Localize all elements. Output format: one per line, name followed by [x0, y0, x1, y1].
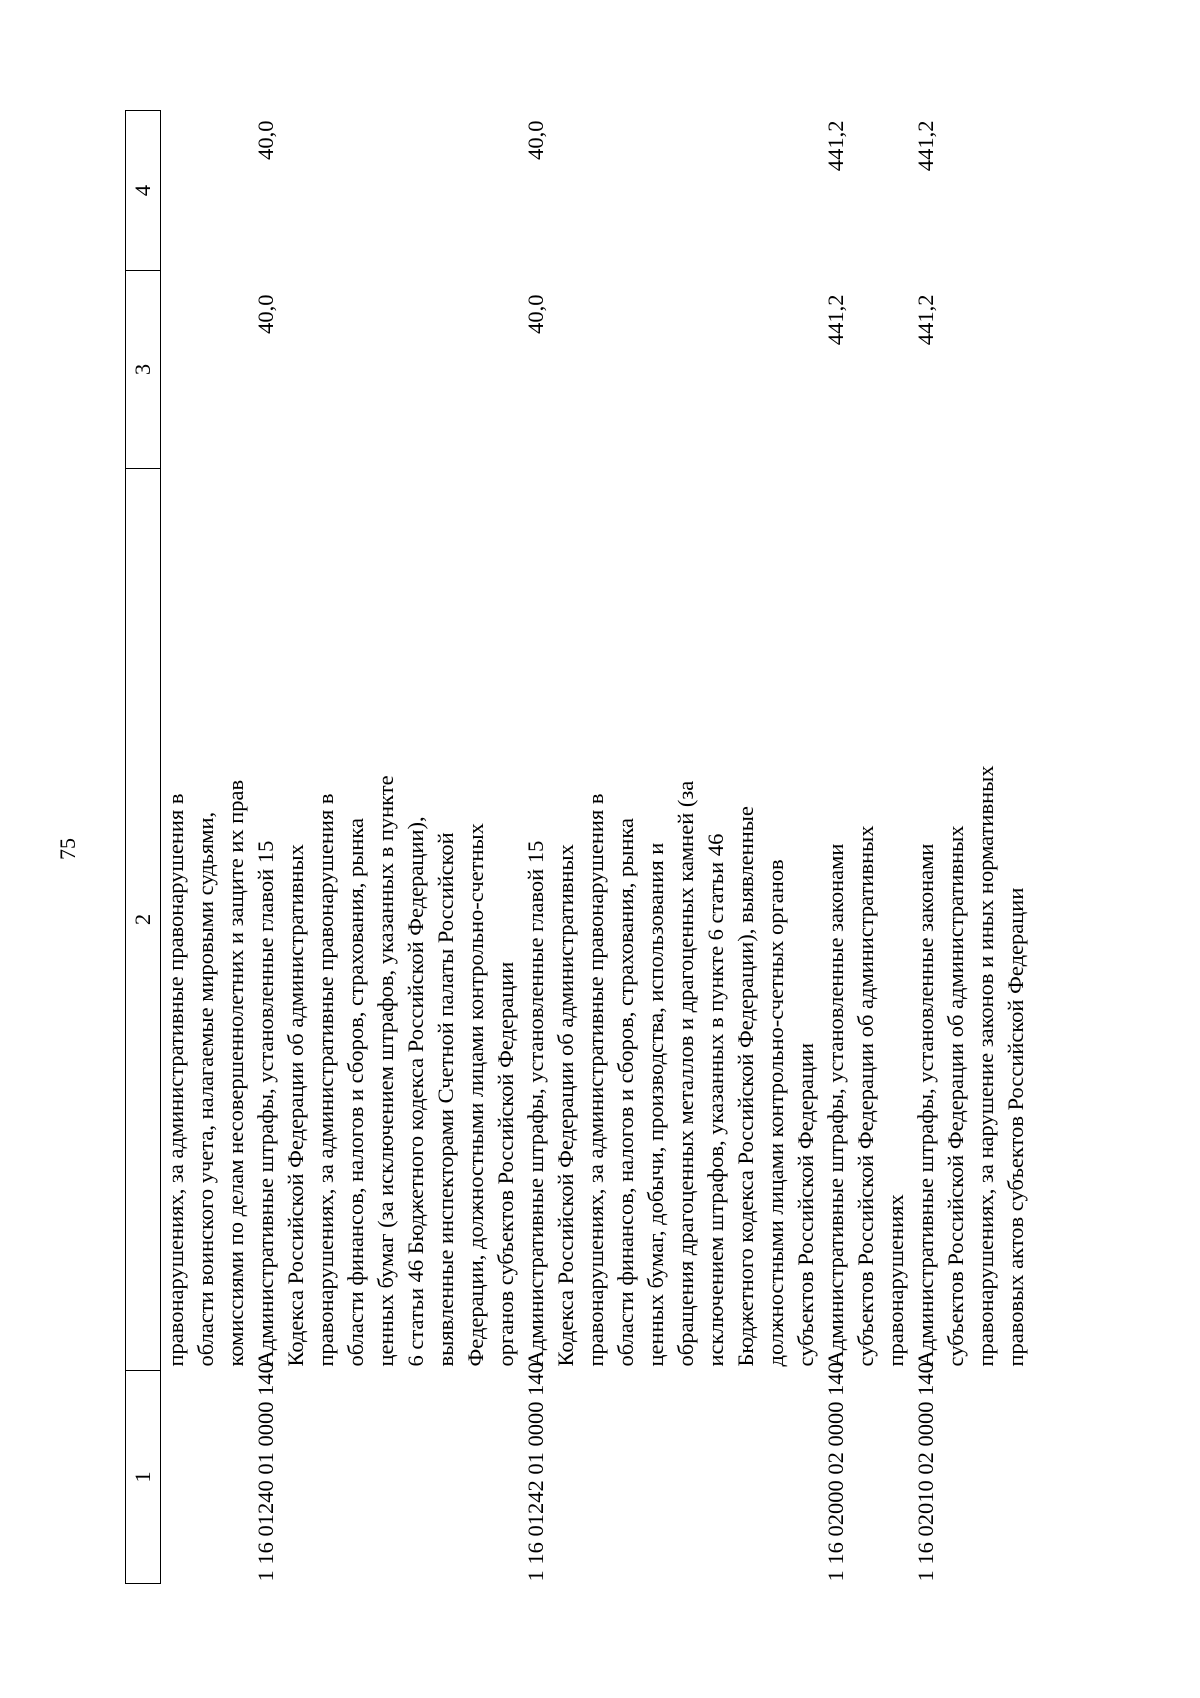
description-line: области финансов, налогов и сборов, страхования, рынка — [343, 818, 368, 1367]
description-line: 6 статьи 46 Бюджетного кодекса Российской Федерации), — [403, 816, 428, 1367]
description-line: Административные штрафы, установленные законами — [823, 843, 848, 1367]
revenue-description — [161, 469, 252, 1371]
description-line: субъектов Российской Федерации об административных — [943, 825, 968, 1367]
amount-column-3: 441,2 — [913, 294, 938, 346]
budget-classification-code: 1 16 02010 02 0000 140 — [913, 1362, 938, 1582]
table-row — [911, 111, 1031, 1584]
amount-column-3: 40,0 — [523, 294, 548, 334]
table-row — [251, 111, 521, 1584]
description-line: выявленные инспекторами Счетной палаты Российской — [433, 832, 458, 1367]
table-row — [161, 111, 252, 1584]
amount-column-4: 40,0 — [523, 120, 548, 160]
description-line: Бюджетного кодекса Российской Федерации), выявленные — [733, 806, 758, 1367]
description-line: Кодекса Российской Федерации об административных — [283, 844, 308, 1367]
description-line: Кодекса Российской Федерации об административных — [553, 844, 578, 1367]
amount-column-3: 40,0 — [253, 294, 278, 334]
revenue-table — [125, 110, 1031, 1584]
amount-column-3 — [161, 271, 252, 469]
column-header-2: 2 — [126, 469, 161, 1371]
description-line: исключением штрафов, указанных в пункте 6 статьи 46 — [703, 833, 728, 1367]
amount-column-4: 441,2 — [823, 120, 848, 172]
amount-column-4: 441,2 — [913, 120, 938, 172]
description-line: правонарушениях, за нарушение законов и иных нормативных — [973, 765, 998, 1367]
description-line: правонарушениях, за административные правонарушения в — [583, 793, 608, 1367]
budget-classification-code — [161, 1371, 252, 1584]
description-line: органов субъектов Российской Федерации — [493, 961, 518, 1367]
description-line: субъектов Российской Федерации об административных — [853, 825, 878, 1367]
column-header-3: 3 — [126, 271, 161, 469]
budget-classification-code: 1 16 01242 01 0000 140 — [523, 1362, 548, 1582]
description-line: ценных бумаг (за исключением штрафов, указанных в пункте — [373, 775, 398, 1367]
description-line: Административные штрафы, установленные главой 15 — [253, 840, 278, 1367]
description-line: области финансов, налогов и сборов, страхования, рынка — [613, 818, 638, 1367]
amount-column-4 — [161, 111, 252, 271]
description-line: области воинского учета, налагаемые мировыми судьями, — [193, 811, 218, 1367]
description-line: ценных бумаг, добычи, производства, использования и — [643, 842, 668, 1367]
description-line: обращения драгоценных металлов и драгоценных камней (за — [673, 780, 698, 1367]
revenue-description — [251, 469, 521, 1371]
table-row — [821, 111, 911, 1584]
description-line: правонарушениях, за административные правонарушения в — [313, 793, 338, 1367]
revenue-description — [821, 469, 911, 1371]
description-line: Федерации, должностными лицами контрольно-счетных — [463, 823, 488, 1367]
description-line: Административные штрафы, установленные законами — [913, 843, 938, 1367]
amount-column-3: 441,2 — [823, 294, 848, 346]
description-line: Административные штрафы, установленные главой 15 — [523, 840, 548, 1367]
description-line: правовых актов субъектов Российской Федерации — [1003, 887, 1028, 1367]
description-line: комиссиями по делам несовершеннолетних и защите их прав — [223, 779, 248, 1367]
budget-classification-code: 1 16 01240 01 0000 140 — [253, 1362, 278, 1582]
description-line: должностными лицами контрольно-счетных органов — [763, 859, 788, 1367]
description-line: правонарушениях, за административные правонарушения в — [163, 793, 188, 1367]
column-header-1: 1 — [126, 1371, 161, 1584]
table-header-row — [126, 111, 161, 1584]
amount-column-4: 40,0 — [253, 120, 278, 160]
table-row — [521, 111, 821, 1584]
table-body — [161, 111, 1032, 1584]
revenue-description — [911, 469, 1031, 1371]
budget-classification-code: 1 16 02000 02 0000 140 — [823, 1362, 848, 1582]
page-number: 75 — [55, 838, 80, 860]
description-line: субъектов Российской Федерации — [793, 1042, 818, 1367]
column-header-4: 4 — [126, 111, 161, 271]
description-line: правонарушениях — [883, 1194, 908, 1367]
revenue-description — [521, 469, 821, 1371]
